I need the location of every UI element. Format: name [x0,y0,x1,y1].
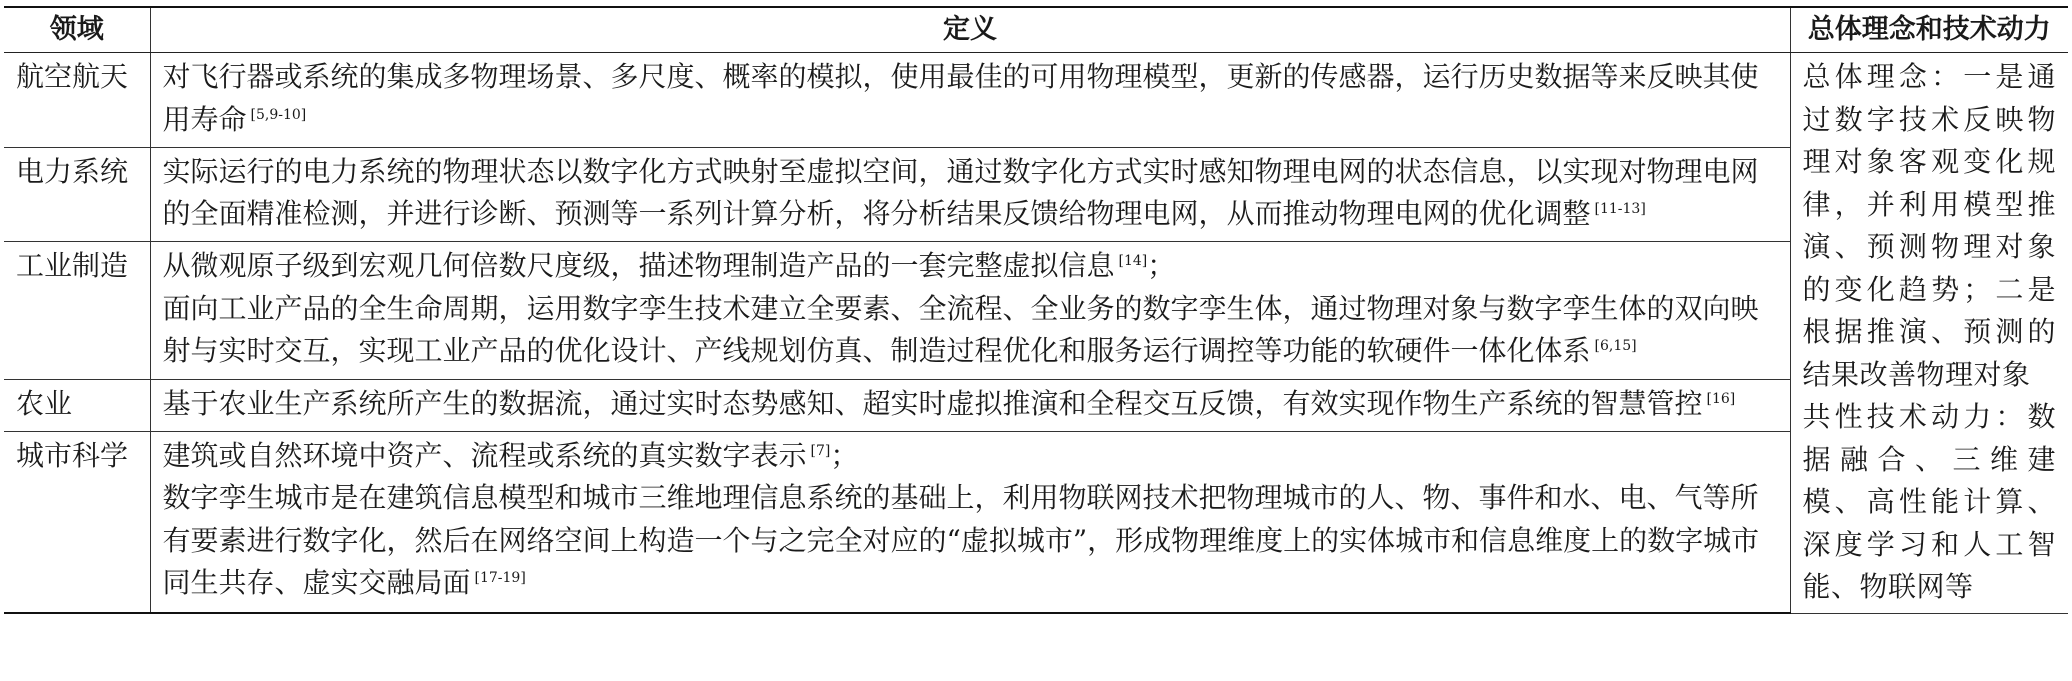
table-row [4,147,2068,242]
definition-cell [150,53,1790,148]
table-row [4,431,2068,613]
definition-line: 数字孪生城市是在建筑信息模型和城市三维地理信息系统的基础上，利用物联网技术把物理城市的人、物、事件和水、电、气等所有要素进行数字化，然后在网络空间上构造一个与之完全对应的“虚拟城市”，形成物理维度上的实体城市和信息维度上的数字城市同生共存、虚实交融局面 [17-19] [162,481,1760,600]
concept-cell [1790,53,2068,614]
domain-cell: 农业 [4,380,150,431]
definition-line: 基于农业生产系统所产生的数据流，通过实时态势感知、超实时虚拟推演和全程交互反馈，有效实现作物生产系统的智慧管控 [16] [162,387,1736,421]
concept-tech: 共性技术动力：数据融合、三维建模、高性能计算、深度学习和人工智能、物联网等 [1802,400,2056,603]
domain-cell: 城市科学 [4,431,150,613]
definition-cell [150,147,1790,242]
definition-line: 面向工业产品的全生命周期，运用数字孪生技术建立全要素、全流程、全业务的数字孪生体，通过物理对象与数字孪生体的双向映射与实时交互，实现工业产品的优化设计、产线规划仿真、制造过程优化和服务运行调控等功能的软硬件一体化体系 [6,15] [162,291,1759,368]
citation-ref: [5,9-10] [250,106,307,123]
definition-line: 对飞行器或系统的集成多物理场景、多尺度、概率的模拟，使用最佳的可用物理模型，更新的传感器，运行历史数据等来反映其使用寿命 [5,9-10] [162,60,1759,136]
header-concept: 总体理念和技术动力 [1790,7,2068,53]
citation-ref: [11-13] [1594,201,1646,218]
domain-cell: 航空航天 [4,53,150,148]
definition-table [4,6,2068,614]
citation-ref: [17-19] [474,570,526,587]
concept-idea: 总体理念：一是通过数字技术反映物理对象客观变化规律，并利用模型推演、预测物理对象的变化趋势；二是根据推演、预测的结果改善物理对象 [1802,60,2056,391]
definition-cell [150,242,1790,380]
definition-cell [150,380,1790,431]
citation-ref: [7] [810,442,831,459]
header-definition: 定义 [150,7,1790,53]
header-row [4,7,2068,53]
definition-line: 建筑或自然环境中资产、流程或系统的真实数字表示 [7]； [162,438,859,472]
definition-line: 实际运行的电力系统的物理状态以数字化方式映射至虚拟空间，通过数字化方式实时感知物理电网的状态信息，以实现对物理电网的全面精准检测，并进行诊断、预测等一系列计算分析，将分析结果反馈给物理电网，从而推动物理电网的优化调整 [11-13] [162,154,1759,231]
citation-ref: [14] [1118,253,1148,270]
definition-line: 从微观原子级到宏观几何倍数尺度级，描述物理制造产品的一套完整虚拟信息 [14]； [162,249,1176,283]
domain-cell: 电力系统 [4,147,150,242]
citation-ref: [16] [1706,391,1736,408]
citation-ref: [6,15] [1594,338,1637,355]
definition-cell [150,431,1790,613]
table-row [4,53,2068,148]
domain-cell: 工业制造 [4,242,150,380]
table-row [4,380,2068,431]
table-row [4,242,2068,380]
header-domain: 领域 [4,7,150,53]
